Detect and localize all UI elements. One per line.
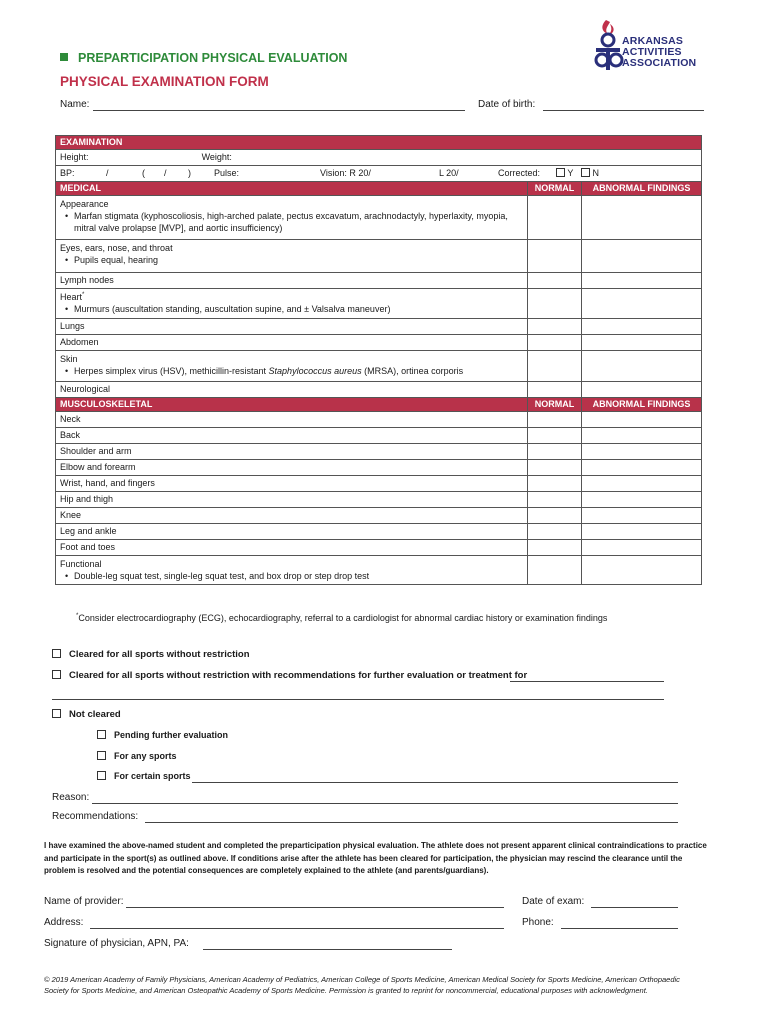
- abnormal-cell[interactable]: [582, 476, 702, 492]
- normal-cell[interactable]: [528, 412, 582, 428]
- dob-label: Date of birth:: [478, 99, 536, 110]
- form-title: PHYSICAL EXAMINATION FORM: [60, 74, 269, 89]
- normal-cell[interactable]: [528, 428, 582, 444]
- corrected-yes-checkbox[interactable]: [556, 168, 565, 177]
- msk-item: Neck: [56, 412, 528, 428]
- normal-cell[interactable]: [528, 476, 582, 492]
- lymph-item: Lymph nodes: [56, 273, 528, 289]
- corrected-no-checkbox[interactable]: [581, 168, 590, 177]
- msk-item: Back: [56, 428, 528, 444]
- msk-item: Elbow and forearm: [56, 460, 528, 476]
- association-logo: [588, 18, 708, 74]
- abnormal-cell[interactable]: [582, 460, 702, 476]
- phone-field[interactable]: [561, 928, 678, 929]
- medical-normal-header: NORMAL: [528, 182, 582, 196]
- normal-cell[interactable]: [528, 319, 582, 335]
- neuro-item: Neurological: [56, 382, 528, 398]
- cleared-all-option[interactable]: Cleared for all sports without restriction: [52, 649, 250, 660]
- msk-item: Leg and ankle: [56, 524, 528, 540]
- pending-checkbox[interactable]: [97, 730, 106, 739]
- abnormal-cell[interactable]: [582, 319, 702, 335]
- abdomen-item: Abdomen: [56, 335, 528, 351]
- abnormal-cell[interactable]: [582, 351, 702, 382]
- recommendations-label: Recommendations:: [52, 811, 139, 822]
- footnote: *Consider electrocardiography (ECG), echocardiography, referral to a cardiologist for abnormal cardiac history or examination findings: [76, 613, 608, 623]
- weight-label: Weight:: [201, 152, 232, 162]
- provider-name-field[interactable]: [126, 907, 504, 908]
- certain-sports-checkbox[interactable]: [97, 771, 106, 780]
- any-sports-option[interactable]: For any sports: [97, 751, 177, 761]
- signature-field[interactable]: [203, 949, 452, 950]
- cleared-all-checkbox[interactable]: [52, 649, 61, 658]
- musculoskeletal-header: MUSCULOSKELETAL: [56, 398, 528, 412]
- recommendations-field[interactable]: [145, 822, 678, 823]
- physician-statement: I have examined the above-named student and completed the preparticipation physical evaluation. The athlete does not present apparent clinical contraindications to practice and participate in the sport(s) as outlined above. If conditions arise after the athlete has been cleared for participation, the physician may rescind the clearance until the problem is resolved and the potential consequences are completely explained to the athlete (and parents/guardians).: [44, 841, 707, 875]
- abnormal-cell[interactable]: [582, 240, 702, 273]
- abnormal-cell[interactable]: [582, 508, 702, 524]
- dob-field[interactable]: [543, 110, 704, 111]
- exam-date-label: Date of exam:: [522, 896, 585, 907]
- examination-header: EXAMINATION: [56, 136, 702, 150]
- green-square-icon: [60, 53, 68, 61]
- abnormal-cell[interactable]: [582, 196, 702, 240]
- appearance-item: Appearance • Marfan stigmata (kyphoscoliosis, high-arched palate, pectus excavatum, arachnodactyly, hyperlaxity, myopia, mitral valve prolapse [MVP], and aortic insufficiency): [56, 196, 528, 240]
- skin-item: Skin • Herpes simplex virus (HSV), methicillin-resistant Staphylococcus aureus (MRSA), ortinea corporis: [56, 351, 528, 382]
- msk-item: Wrist, hand, and fingers: [56, 476, 528, 492]
- form-series-title: PREPARTICIPATION PHYSICAL EVALUATION: [60, 51, 347, 65]
- normal-cell[interactable]: [528, 540, 582, 556]
- any-sports-checkbox[interactable]: [97, 751, 106, 760]
- further-evaluation-field-line2[interactable]: [52, 699, 664, 700]
- vision-right-label: Vision: R 20/: [320, 168, 371, 178]
- medical-abnormal-header: ABNORMAL FINDINGS: [582, 182, 702, 196]
- address-field[interactable]: [90, 928, 504, 929]
- abnormal-cell[interactable]: [582, 428, 702, 444]
- heart-item: Heart* • Murmurs (auscultation standing, auscultation supine, and ± Valsalva maneuver): [56, 289, 528, 319]
- medical-header: MEDICAL: [56, 182, 528, 196]
- abnormal-cell[interactable]: [582, 273, 702, 289]
- normal-cell[interactable]: [528, 240, 582, 273]
- abnormal-cell[interactable]: [582, 382, 702, 398]
- not-cleared-checkbox[interactable]: [52, 709, 61, 718]
- reason-label: Reason:: [52, 792, 90, 803]
- msk-item: Hip and thigh: [56, 492, 528, 508]
- vision-left-label: L 20/: [439, 168, 459, 178]
- signature-label: Signature of physician, APN, PA:: [44, 938, 189, 949]
- msk-normal-header: NORMAL: [528, 398, 582, 412]
- normal-cell[interactable]: [528, 460, 582, 476]
- abnormal-cell[interactable]: [582, 444, 702, 460]
- height-label: Height:: [60, 152, 89, 162]
- normal-cell[interactable]: [528, 524, 582, 540]
- cleared-rec-checkbox[interactable]: [52, 670, 61, 679]
- normal-cell[interactable]: [528, 492, 582, 508]
- eent-item: Eyes, ears, nose, and throat • Pupils equal, hearing: [56, 240, 528, 273]
- certain-sports-option[interactable]: For certain sports: [97, 771, 191, 781]
- normal-cell[interactable]: [528, 508, 582, 524]
- phone-label: Phone:: [522, 917, 554, 928]
- logo-text: ARKANSAS ACTIVITIES ASSOCIATION: [622, 35, 697, 69]
- normal-cell[interactable]: [528, 196, 582, 240]
- abnormal-cell[interactable]: [582, 524, 702, 540]
- normal-cell[interactable]: [528, 335, 582, 351]
- reason-field[interactable]: [92, 803, 678, 804]
- normal-cell[interactable]: [528, 382, 582, 398]
- pending-option[interactable]: Pending further evaluation: [97, 730, 228, 740]
- copyright-notice: © 2019 American Academy of Family Physicians, American Academy of Pediatrics, American College of Sports Medicine, American Medical Society for Sports Medicine, American Orthopaedic Society for Sports Medicine, and American Osteopathic Academy of Sports Medicine. Permission is granted to reprint for noncommercial, educational purposes with acknowledgment.: [44, 975, 680, 995]
- msk-abnormal-header: ABNORMAL FINDINGS: [582, 398, 702, 412]
- normal-cell[interactable]: [528, 444, 582, 460]
- exam-date-field[interactable]: [591, 907, 678, 908]
- cleared-rec-option[interactable]: Cleared for all sports without restriction with recommendations for further evaluation or treatment for: [52, 670, 527, 681]
- abnormal-cell[interactable]: [582, 556, 702, 585]
- lungs-item: Lungs: [56, 319, 528, 335]
- abnormal-cell[interactable]: [582, 335, 702, 351]
- abnormal-cell[interactable]: [582, 412, 702, 428]
- functional-item: Functional • Double-leg squat test, single-leg squat test, and box drop or step drop test: [56, 556, 528, 585]
- normal-cell[interactable]: [528, 289, 582, 319]
- abnormal-cell[interactable]: [582, 289, 702, 319]
- provider-name-label: Name of provider:: [44, 896, 124, 907]
- bp-label: BP:: [60, 168, 75, 178]
- examination-table: [55, 135, 702, 585]
- normal-cell[interactable]: [528, 273, 582, 289]
- msk-item: Shoulder and arm: [56, 444, 528, 460]
- not-cleared-option[interactable]: Not cleared: [52, 709, 121, 720]
- height-weight-row: [56, 150, 702, 166]
- corrected-label: Corrected:: [498, 168, 541, 178]
- msk-item: Knee: [56, 508, 528, 524]
- vitals-row: BP: / ( / ) Pulse: Vision: R 20/ L 20/ Corrected: Y N: [56, 166, 702, 182]
- name-field[interactable]: [93, 110, 465, 111]
- pulse-label: Pulse:: [214, 168, 240, 178]
- abnormal-cell[interactable]: [582, 492, 702, 508]
- certain-sports-field[interactable]: [192, 782, 678, 783]
- further-evaluation-field[interactable]: [510, 681, 664, 682]
- address-label: Address:: [44, 917, 84, 928]
- normal-cell[interactable]: [528, 556, 582, 585]
- name-label: Name:: [60, 99, 90, 110]
- msk-item: Foot and toes: [56, 540, 528, 556]
- normal-cell[interactable]: [528, 351, 582, 382]
- abnormal-cell[interactable]: [582, 540, 702, 556]
